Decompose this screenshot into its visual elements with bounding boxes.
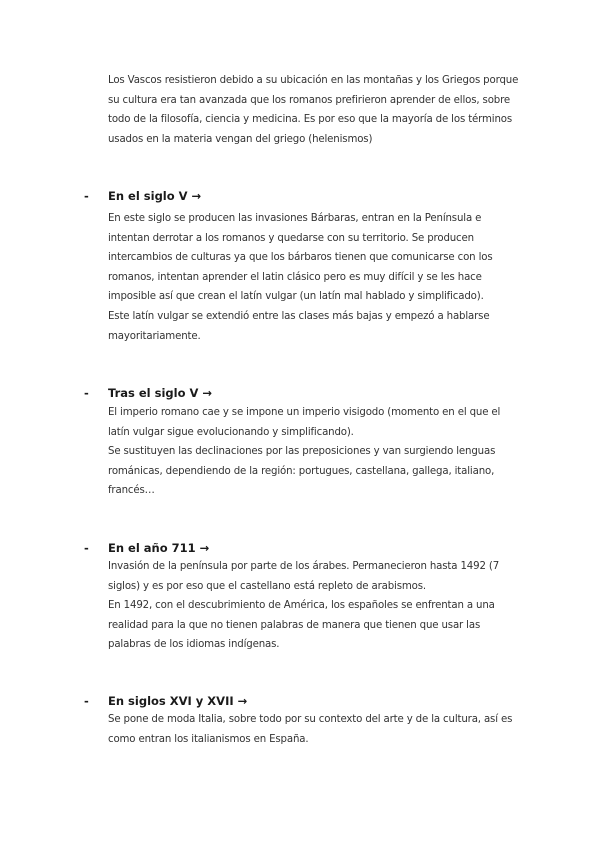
paragraph-line: intercambios de culturas ya que los bárbaros tienen que comunicarse con los [108,252,493,264]
paragraph-line: mayoritariamente. [108,330,201,342]
paragraph-line: realidad para la que no tienen palabras de manera que tienen que usar las [108,619,481,631]
paragraph-line: imposible así que crean el latín vulgar (un latín mal hablado y simplificado). [108,291,484,303]
heading-text: En el año 711 → [108,541,210,555]
intro-line: Los Vascos resistieron debido a su ubicación en las montañas y los Griegos porque [108,75,519,86]
section-paragraph [108,209,528,346]
paragraph-line: Se pone de moda Italia, sobre todo por su contexto del arte y de la cultura, así es [108,714,513,725]
section-paragraph [108,403,528,501]
paragraph-line: románicas, dependiendo de la región: portugues, castellana, gallega, italiano, [108,465,495,477]
section-heading [84,386,212,400]
section-heading [84,541,209,555]
paragraph-line: como entran los italianismos en España. [108,733,309,745]
intro-paragraph [108,71,528,149]
bullet-dash: - [84,541,89,555]
heading-text: En el siglo V → [108,189,202,203]
paragraph-line: Se sustituyen las declinaciones por las preposiciones y van surgiendo lenguas [108,446,496,458]
paragraph-line: intentan derrotar a los romanos y quedarse con su territorio. Se producen [108,232,474,244]
bullet-dash: - [84,386,89,400]
section-paragraph [108,710,528,749]
intro-line: usados en la materia vengan del griego (helenismos) [108,133,373,145]
intro-line: su cultura era tan avanzada que los romanos prefirieron aprender de ellos, sobre [108,94,511,106]
paragraph-line: siglos) y es por eso que el castellano está repleto de arabismos. [108,580,426,592]
heading-text: En siglos XVI y XVII → [108,694,248,708]
paragraph-line: francés… [108,485,155,497]
bullet-dash: - [84,694,89,708]
paragraph-line: romanos, intentan aprender el latin clásico pero es muy difícil y se les hace [108,271,482,283]
paragraph-line: palabras de los idiomas indígenas. [108,639,280,651]
section-heading [84,694,247,708]
intro-line: todo de la filosofía, ciencia y medicina. Es por eso que la mayoría de los términos [108,114,513,126]
paragraph-line: Este latín vulgar se extendió entre las clases más bajas y empezó a hablarse [108,310,490,322]
paragraph-line: Invasión de la península por parte de los árabes. Permanecieron hasta 1492 (7 [108,561,500,572]
paragraph-line: El imperio romano cae y se impone un imperio visigodo (momento en el que el [108,407,501,418]
paragraph-line: latín vulgar sigue evolucionando y simplificando). [108,426,354,438]
section-heading [84,189,201,203]
section-paragraph [108,557,528,655]
heading-text: Tras el siglo V → [108,386,213,400]
paragraph-line: En este siglo se producen las invasiones Bárbaras, entran en la Península e [108,213,482,224]
bullet-dash: - [84,189,89,203]
paragraph-line: En 1492, con el descubrimiento de América, los españoles se enfrentan a una [108,600,495,612]
